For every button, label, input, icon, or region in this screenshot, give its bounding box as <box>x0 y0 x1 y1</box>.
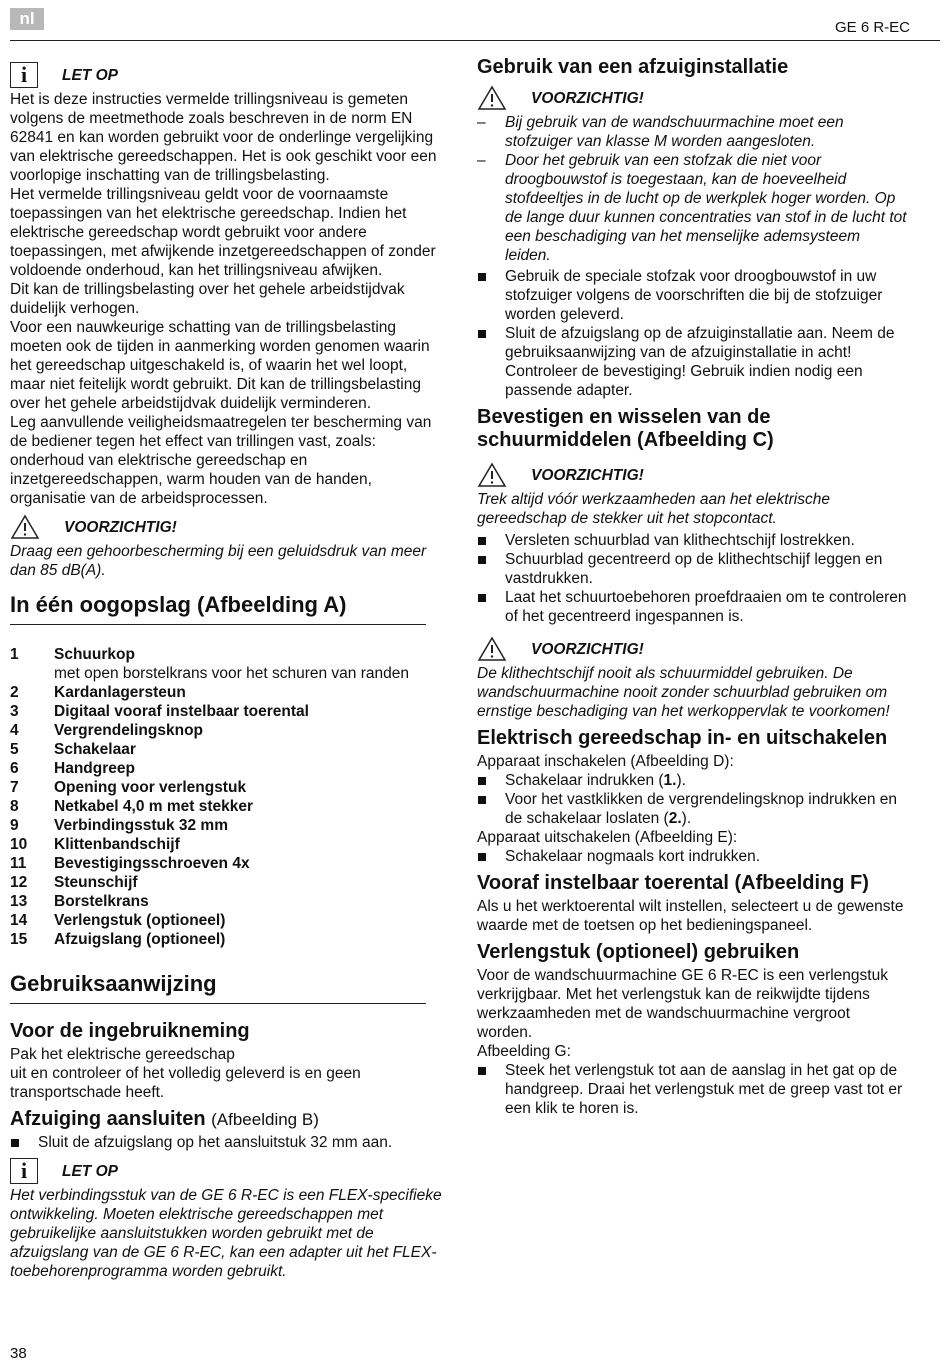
speed-heading: Vooraf instelbaar toerental (Afbeelding F) <box>477 872 869 894</box>
speed-text: Als u het werktoerental wilt instellen, selecteert u de gewenste waarde met de toetsen op het bedieningspaneel. <box>477 898 904 934</box>
part-name: Opening voor verlengstuk <box>54 779 247 796</box>
part-name: Steunschijf <box>54 874 138 891</box>
notice-let-op <box>10 60 442 90</box>
warning-icon <box>477 85 507 111</box>
left-column <box>10 56 442 1281</box>
list-item: Sluit de afzuigslang op de afzuiginstallatie aan. Neem de gebruiksaanwijzing van de afzuiginstallatie in acht! Controleer de bevestiging! Gebruik indien nodig een passende adapter. <box>477 324 909 400</box>
part-number: 15 <box>10 931 28 948</box>
part-number: 14 <box>10 912 28 929</box>
extraction-heading: Gebruik van een afzuiginstallatie <box>477 56 789 78</box>
notice-label: LET OP <box>62 1162 118 1180</box>
warning-label: VOORZICHTIG! <box>531 466 644 484</box>
warning-label: VOORZICHTIG! <box>531 640 644 658</box>
warning-caution <box>10 512 442 542</box>
part-row <box>10 759 442 778</box>
part-name: Schuurkop <box>54 646 135 663</box>
part-number: 12 <box>10 874 28 891</box>
hook-loop-warning-text: De klithechtschijf nooit als schuurmiddel gebruiken. De wandschuurmachine nooit zonder schuurblad gebruiken om ernstige beschadiging van het werkoppervlak te voorkomen! <box>477 665 890 720</box>
part-name: Klittenbandschijf <box>54 836 180 853</box>
vibration-text-3: Dit kan de trillingsbelasting over het gehele arbeidstijdvak duidelijk verhogen. <box>10 281 405 317</box>
warning-label: VOORZICHTIG! <box>531 89 644 107</box>
part-number: 13 <box>10 893 28 910</box>
part-row <box>10 930 442 949</box>
list-item-text-end: ). <box>681 810 692 827</box>
vibration-text: Het is deze instructies vermelde trillingsniveau is gemeten volgens de meetmethode zoals beschreven in de norm EN 62841 en kan worden gebruikt voor de onderlinge vergelijking van elektrische gereedschappen. Het is ook geschikt voor een voorlopige inschatting van de trillingsbelasting. <box>10 91 437 184</box>
list-item <box>477 790 909 828</box>
warning-icon <box>10 514 40 540</box>
warning-icon <box>477 462 507 488</box>
first-use-text: Pak het elektrische gereedschap <box>10 1046 235 1063</box>
extension-text: Voor de wandschuurmachine GE 6 R-EC is een verlengstuk verkrijgbaar. Met het verlengstuk kan de reikwijdte tijdens werkzaamheden met de wandschuurmachine vergroot worden. <box>477 967 888 1041</box>
warning-label: VOORZICHTIG! <box>64 518 177 536</box>
vibration-text-5: Leg aanvullende veiligheidsmaatregelen ter bescherming van de bediener tegen het effect van trillingen vast, zoals: onderhoud van elektrische gereedschap en inzetgereedschappen, warm houden van de handen, organisatie van de arbeidsprocessen. <box>10 414 432 507</box>
warning-caution-1 <box>477 83 909 113</box>
warning-icon <box>477 636 507 662</box>
warning-caution-2 <box>477 460 909 490</box>
part-row <box>10 702 442 721</box>
part-row <box>10 835 442 854</box>
vibration-text-4: Voor een nauwkeurige schatting van de trillingsbelasting moeten ook de tijden in aanmerking worden genomen waarin het gereedschap uitgeschakeld is, of waarin het wel loopt, maar niet feitelijk wordt gebruikt. Dit kan de trillingsbelasting over het gehele arbeidstijdvak duidelijk verminderen. <box>10 319 430 412</box>
list-item-text-end: ). <box>676 772 686 789</box>
header-divider <box>10 40 940 41</box>
list-item: Schakelaar nogmaals kort indrukken. <box>477 847 909 866</box>
part-name: Handgreep <box>54 760 135 777</box>
extension-heading: Verlengstuk (optioneel) gebruiken <box>477 941 800 963</box>
list-item: Steek het verlengstuk tot aan de aanslag in het gat op de handgreep. Draai het verlengstuk met de greep vast tot er een klik te horen is. <box>477 1061 909 1118</box>
switch-off-list <box>477 847 909 866</box>
notice-let-op-2 <box>10 1156 442 1186</box>
list-item-text: Schakelaar indrukken ( <box>505 772 664 789</box>
part-row <box>10 721 442 740</box>
vibration-text-2: Het vermelde trillingsniveau geldt voor de voornaamste toepassingen van het elektrische gereedschap. Indien het elektrische gereedschap wordt gebruikt voor andere toepassingen, met afwijkende inzetgereedschappen of zonder voldoende onderhoud, kan het trillingsniveau afwijken. <box>10 186 436 279</box>
info-icon: i <box>10 62 38 88</box>
part-row <box>10 816 442 835</box>
part-description: met open borstelkrans voor het schuren van randen <box>54 665 409 682</box>
part-name: Verlengstuk (optioneel) <box>54 912 226 929</box>
part-name: Kardanlagersteun <box>54 684 186 701</box>
part-name: Digitaal vooraf instelbaar toerental <box>54 703 309 720</box>
part-name: Borstelkrans <box>54 893 149 910</box>
list-item: Gebruik de speciale stofzak voor droogbouwstof in uw stofzuiger volgens de voorschriften die bij de stofzuiger worden geleverd. <box>477 267 909 324</box>
model-label: GE 6 R-EC <box>834 19 910 36</box>
step-number: 2. <box>668 810 682 827</box>
part-row <box>10 854 442 873</box>
part-row <box>10 797 442 816</box>
part-name: Vergrendelingsknop <box>54 722 204 739</box>
part-number: 3 <box>10 703 19 720</box>
right-column <box>477 56 909 1118</box>
part-number: 5 <box>10 741 19 758</box>
extraction-warning-list <box>477 113 909 265</box>
part-number: 4 <box>10 722 19 739</box>
list-item: Schuurblad gecentreerd op de klithechtschijf leggen en vastdrukken. <box>477 550 909 588</box>
notice-label: LET OP <box>62 66 118 84</box>
part-row <box>10 778 442 797</box>
part-row <box>10 683 442 702</box>
hearing-protection-text: Draag een gehoorbescherming bij een geluidsdruk van meer dan 85 dB(A). <box>10 543 427 579</box>
switch-off-label: Apparaat uitschakelen (Afbeelding E): <box>477 829 738 846</box>
part-name: Bevestigingsschroeven 4x <box>54 855 250 872</box>
warning-caution-3 <box>477 634 909 664</box>
extension-figure-label: Afbeelding G: <box>477 1043 571 1060</box>
adapter-notice-text: Het verbindingsstuk van de GE 6 R-EC is een FLEX-specifieke ontwikkeling. Moeten elektrische gereedschappen met gebruikelijke aansluitstukken worden gebruikt met de afzuigslang van de GE 6 R-EC, kan een adapter uit het FLEX-toebehorenprogramma worden gebruikt. <box>10 1187 442 1280</box>
extraction-list <box>477 267 909 400</box>
first-use-text-2: uit en controleer of het volledig geleverd is en geen transportschade heeft. <box>10 1065 361 1101</box>
page-number: 38 <box>10 1345 27 1362</box>
overview-heading: In één oogopslag (Afbeelding A) <box>10 592 426 625</box>
usage-heading: Gebruiksaanwijzing <box>10 971 426 1004</box>
part-row <box>10 911 442 930</box>
suction-heading-suffix: (Afbeelding B) <box>211 1110 319 1129</box>
part-number: 9 <box>10 817 19 834</box>
list-item: Laat het schuurtoebehoren proefdraaien om te controleren of het gecentreerd ingespannen is. <box>477 588 909 626</box>
list-item <box>477 771 909 790</box>
switch-on-label: Apparaat inschakelen (Afbeelding D): <box>477 753 734 770</box>
list-item: – Bij gebruik van de wandschuurmachine moet een stofzuiger van klasse M worden aangesloten. <box>477 113 909 151</box>
suction-heading <box>10 1108 442 1131</box>
parts-list <box>10 645 442 949</box>
part-row <box>10 645 442 664</box>
switch-heading: Elektrisch gereedschap in- en uitschakelen <box>477 727 888 749</box>
suction-heading-main: Afzuiging aansluiten <box>10 1108 206 1130</box>
part-number: 11 <box>10 855 27 872</box>
part-name: Netkabel 4,0 m met stekker <box>54 798 254 815</box>
list-item: – Door het gebruik van een stofzak die niet voor droogbouwstof is toegestaan, kan de hoeveelheid stofdeeltjes in de lucht op de werkplek hoger worden. Op de lange duur kunnen concentraties van stof in de lucht tot een beschadiging van het menselijke ademsysteem leiden. <box>477 151 909 265</box>
switch-on-list <box>477 771 909 828</box>
part-row <box>10 740 442 759</box>
language-tab: nl <box>10 8 44 30</box>
part-number: 6 <box>10 760 19 777</box>
part-row <box>10 892 442 911</box>
first-use-heading: Voor de ingebruikneming <box>10 1020 250 1042</box>
part-row <box>10 873 442 892</box>
part-number: 1 <box>10 646 19 663</box>
suction-list <box>10 1133 442 1152</box>
part-name: Afzuigslang (optioneel) <box>54 931 226 948</box>
abrasives-heading: Bevestigen en wisselen van de schuurmiddelen (Afbeelding C) <box>477 406 774 451</box>
list-item: Sluit de afzuigslang op het aansluitstuk 32 mm aan. <box>10 1133 442 1152</box>
unplug-warning-text: Trek altijd vóór werkzaamheden aan het elektrische gereedschap de stekker uit het stopcontact. <box>477 491 830 527</box>
part-number: 7 <box>10 779 19 796</box>
part-name: Schakelaar <box>54 741 136 758</box>
part-number: 8 <box>10 798 19 815</box>
part-number: 10 <box>10 836 28 853</box>
list-item-text: Voor het vastklikken de vergrendelingsknop indrukken en de schakelaar loslaten ( <box>505 791 898 827</box>
part-name: Verbindingsstuk 32 mm <box>54 817 228 834</box>
extension-list <box>477 1061 909 1118</box>
list-item: Versleten schuurblad van klithechtschijf lostrekken. <box>477 531 909 550</box>
abrasives-list <box>477 531 909 626</box>
step-number: 1. <box>663 772 677 789</box>
info-icon: i <box>10 1158 38 1184</box>
part-number: 2 <box>10 684 19 701</box>
